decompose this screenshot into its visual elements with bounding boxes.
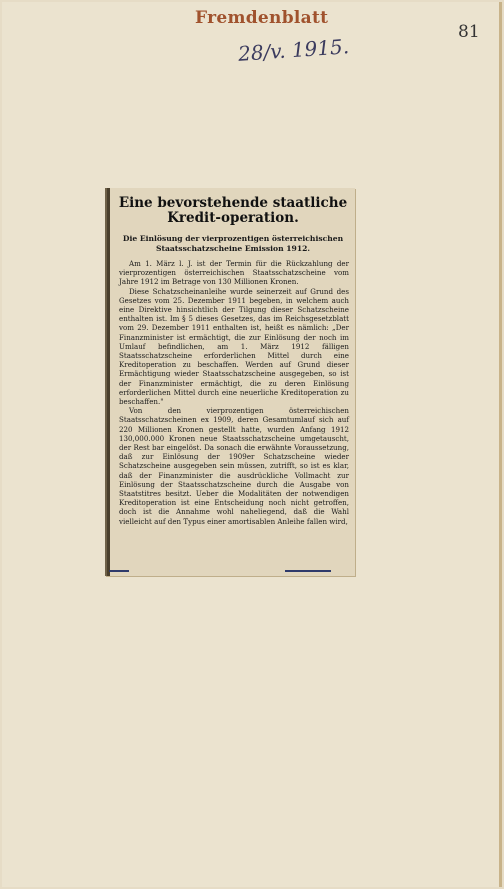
article-headline: Eine bevorstehende staatliche Kredit-operation. [118, 195, 348, 226]
end-rule-right [285, 570, 331, 572]
article-paragraph: Am 1. März l. J. ist der Termin für die Rückzahlung der vierprozentigen österreichischen Staatsschatzscheine vom Jahre 1912 im Betrage von 130 Millionen Kronen. [119, 259, 349, 287]
article-subheadline: Die Einlösung der vierprozentigen österreichischen Staatsschatzscheine Emission 1912. [122, 234, 344, 253]
clipping-edge [107, 188, 110, 576]
newspaper-masthead-stamp: Fremdenblatt [195, 8, 329, 28]
newspaper-clipping [105, 188, 355, 576]
end-rule-left [109, 570, 129, 572]
article-paragraph: Diese Schatzscheinanleihe wurde seinerzeit auf Grund des Gesetzes vom 25. Dezember 1911 begeben, in welchem auch eine Direktive hinsichtlich der Tilgung dieser Schatzscheine enthalten ist. Im § 5 dieses Gesetzes, das im Reichsgesetzblatt vom 29. Dezember 1911 enthalten ist, heißt es nämlich: „Der Finanzminister ist ermächtigt, die zur Einlösung der noch im Umlauf befindlichen, am 1. März 1912 fälligen Staatsschatzscheine erforderlichen Mittel durch eine Kreditoperation zu beschaffen. Werden auf Grund dieser Ermächtigung wieder Staatsschatzscheine ausgegeben, so ist der Finanzminister ermächtigt, die zu deren Einlösung erforderlichen Mittel durch eine neuerliche Kreditoperation zu beschaffen." [119, 286, 349, 407]
article-paragraph: Von den vierprozentigen österreichischen Staatsschatzscheinen ex 1909, deren Gesamtumlauf sich auf 220 Millionen Kronen gestellt hatte, wurden Anfang 1912 130,000.000 Kronen neue Staatsschatzscheine umgetauscht, der Rest bar eingelöst. Da sonach die erwähnte Voraussetzung, daß zur Einlösung der 1909er Schatzscheine wieder Schatzscheine ausgegeben sein müssen, zutrifft, so ist es klar, daß der Finanzminister die ausdrückliche Vollmacht zur Einlösung der Staatsschatzscheine durch die Ausgabe von Staatstitres besitzt. Ueber die Modalitäten der notwendigen Kreditoperation ist eine Entscheidung noch nicht getroffen, doch ist die Annahme wohl naheliegend, daß die Wahl vielleicht auf den Typus einer amortisablen Anleihe fallen wird, [119, 406, 349, 526]
article-body [119, 259, 349, 526]
page-number: 81 [458, 22, 480, 42]
handwritten-date: 28/v. 1915. [237, 34, 350, 66]
